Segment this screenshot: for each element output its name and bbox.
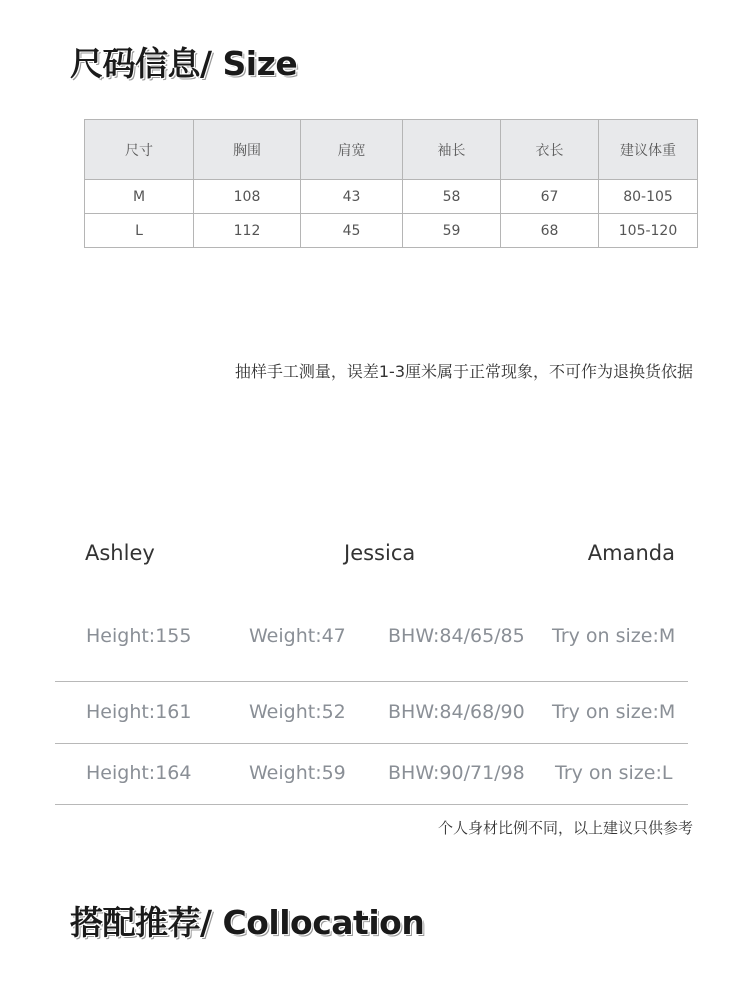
model-height: Height:161 — [86, 701, 192, 723]
table-header: 胸围 — [194, 120, 301, 180]
measurement-note: 抽样手工测量，误差1-3厘米属于正常现象，不可作为退换货依据 — [234, 362, 693, 381]
table-header: 肩宽 — [301, 120, 403, 180]
table-cell: 67 — [501, 180, 599, 214]
table-cell: 68 — [501, 214, 599, 248]
model-info-row — [55, 683, 688, 744]
table-cell: 80-105 — [599, 180, 698, 214]
table-row — [85, 214, 698, 248]
table-cell: M — [85, 180, 194, 214]
size-table — [84, 119, 698, 248]
model-try-on-size: Try on size:M — [552, 625, 676, 647]
model-info-row — [55, 606, 688, 682]
size-section-title: 尺码信息/ Size — [70, 44, 298, 83]
model-info-row — [55, 744, 688, 805]
model-try-on-size: Try on size:L — [555, 762, 673, 784]
table-header: 建议体重 — [599, 120, 698, 180]
table-cell: 59 — [403, 214, 501, 248]
table-cell: 43 — [301, 180, 403, 214]
model-weight: Weight:52 — [249, 701, 346, 723]
table-row — [85, 180, 698, 214]
size-table-header-row — [85, 120, 698, 180]
model-height: Height:164 — [86, 762, 192, 784]
table-cell: 112 — [194, 214, 301, 248]
table-header: 尺寸 — [85, 120, 194, 180]
table-cell: 58 — [403, 180, 501, 214]
table-header: 袖长 — [403, 120, 501, 180]
model-weight: Weight:47 — [249, 625, 346, 647]
model-height: Height:155 — [86, 625, 192, 647]
table-header: 衣长 — [501, 120, 599, 180]
collocation-section-title: 搭配推荐/ Collocation — [70, 903, 425, 942]
table-cell: 45 — [301, 214, 403, 248]
model-name-jessica: Jessica — [344, 541, 416, 565]
model-name-amanda: Amanda — [587, 541, 675, 565]
model-bhw: BHW:84/65/85 — [388, 625, 525, 647]
table-cell: 105-120 — [599, 214, 698, 248]
model-name-ashley: Ashley — [85, 541, 155, 565]
model-weight: Weight:59 — [249, 762, 346, 784]
table-cell: L — [85, 214, 194, 248]
table-cell: 108 — [194, 180, 301, 214]
model-bhw: BHW:84/68/90 — [388, 701, 525, 723]
model-bhw: BHW:90/71/98 — [388, 762, 525, 784]
advice-note: 个人身材比例不同，以上建议只供参考 — [437, 819, 693, 837]
model-try-on-size: Try on size:M — [552, 701, 676, 723]
